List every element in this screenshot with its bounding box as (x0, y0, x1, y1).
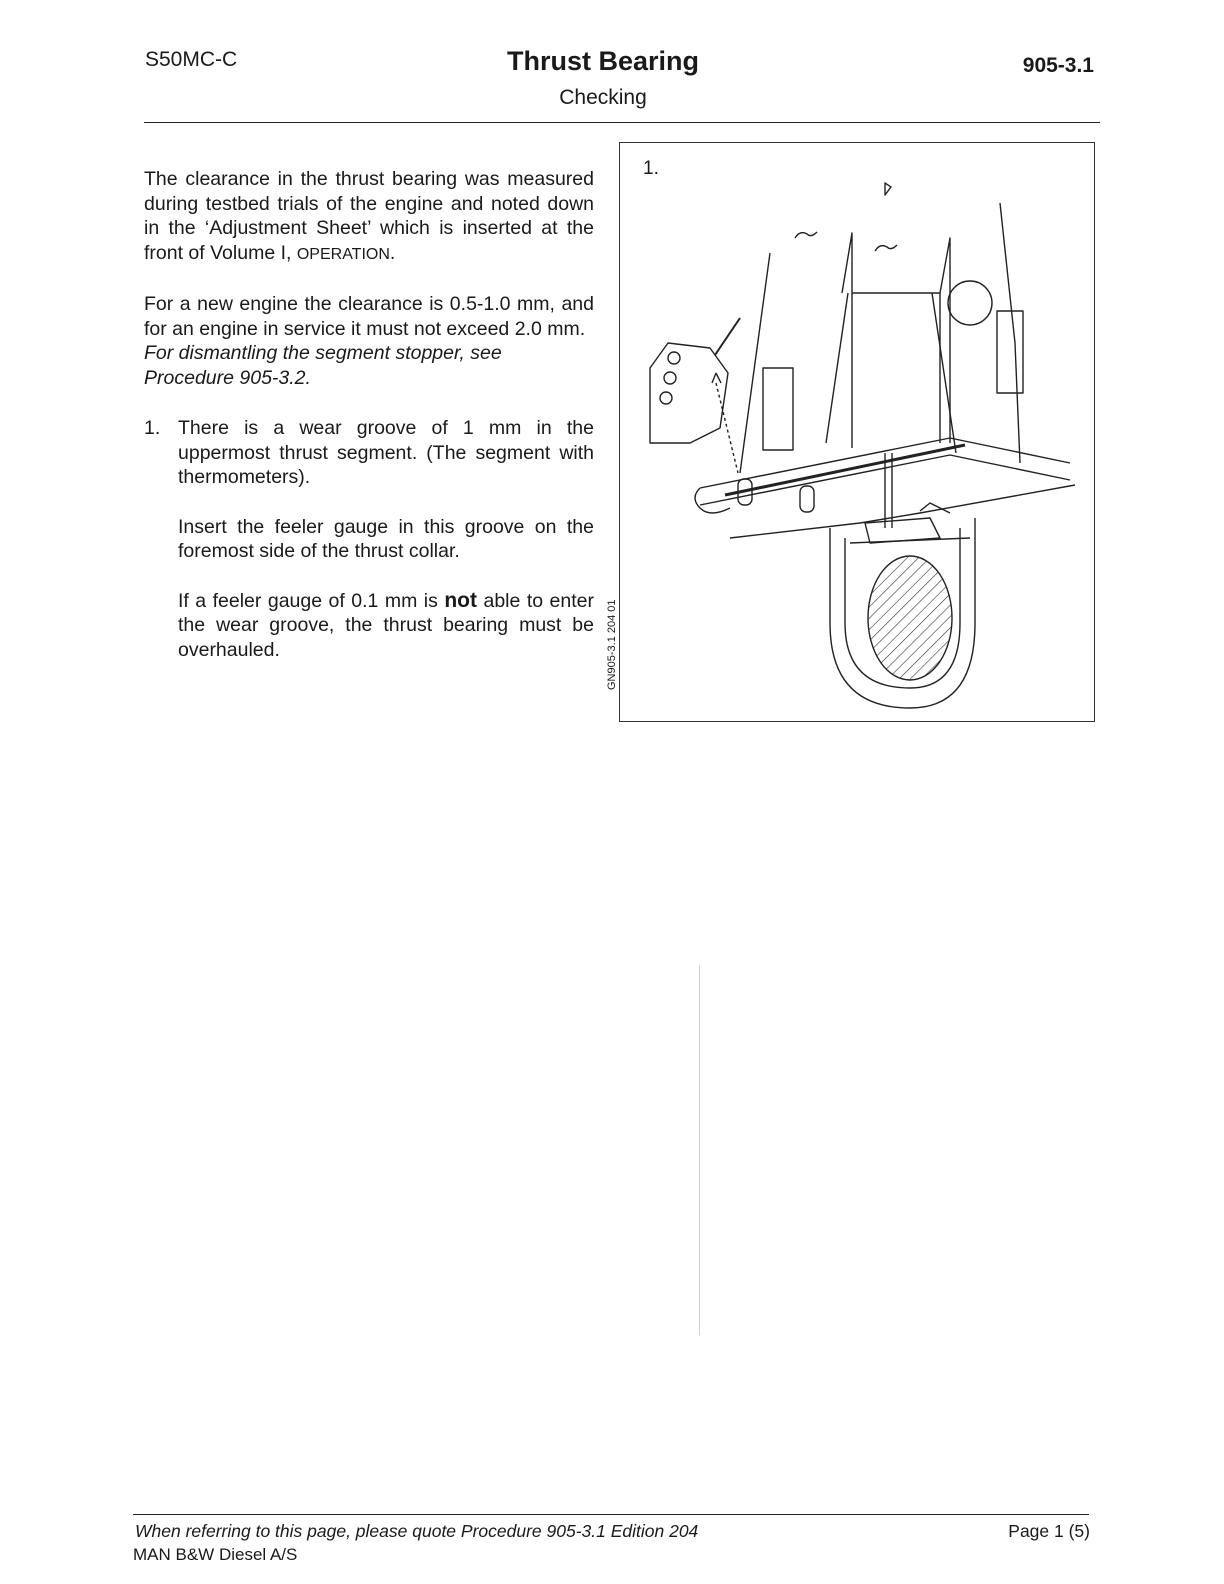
reference-note: For dismantling the segment stopper, see Procedure 905-3.2. (144, 342, 502, 389)
page-number: Page 1 (5) (1008, 1521, 1090, 1541)
footer-note: When referring to this page, please quote Procedure 905-3.1 Edition 204 (135, 1521, 699, 1541)
footer-divider (133, 1514, 1089, 1515)
item-number: 1. (144, 417, 161, 439)
segment-block-right (997, 311, 1023, 393)
procedure-code: 905-3.1 (1022, 54, 1094, 77)
list-item (144, 416, 594, 662)
procedure-text (144, 167, 594, 662)
segment-block-left (763, 368, 793, 450)
clearance-paragraph: For a new engine the clearance is 0.5-1.0 mm, and for an engine in service it must not exceed 2.0 mm. (144, 293, 594, 340)
item-instruction: Insert the feeler gauge in this groove on the foremost side of the thrust collar. (178, 515, 594, 562)
page-subtitle: Checking (559, 86, 647, 109)
engine-model: S50MC-C (145, 48, 238, 71)
intro-paragraph: The clearance in the thrust bearing was measured during testbed trials of the engine and noted down in the ‘Adjustment Sheet’ which is inserted at the front of Volume I, OPERATION. (144, 168, 594, 264)
header-divider (144, 122, 1100, 123)
casing-right-upright (1000, 203, 1020, 463)
scan-artifact-line (699, 965, 700, 1335)
thrust-bearing-illustration (620, 143, 1094, 721)
page-title: Thrust Bearing (506, 46, 700, 76)
operation-volume: OPERATION (296, 245, 390, 263)
item-warning: If a feeler gauge of 0.1 mm is not able to enter the wear groove, the thrust bearing must be overhauled. (178, 588, 594, 661)
figure-label: 1. (643, 158, 659, 179)
lifting-eye (795, 232, 817, 238)
figure-id: GN905-3.1 204 01 (606, 599, 618, 690)
company-name: MAN B&W Diesel A/S (133, 1545, 298, 1564)
casing-left-upright (842, 233, 852, 448)
casing-cross-member (852, 293, 940, 443)
thrust-collar (868, 556, 952, 680)
inspection-cover (948, 281, 992, 325)
item-text: There is a wear groove of 1 mm in the uppermost thrust segment. (The segment with thermometers). (178, 417, 594, 488)
feeler-gauge (715, 318, 740, 355)
